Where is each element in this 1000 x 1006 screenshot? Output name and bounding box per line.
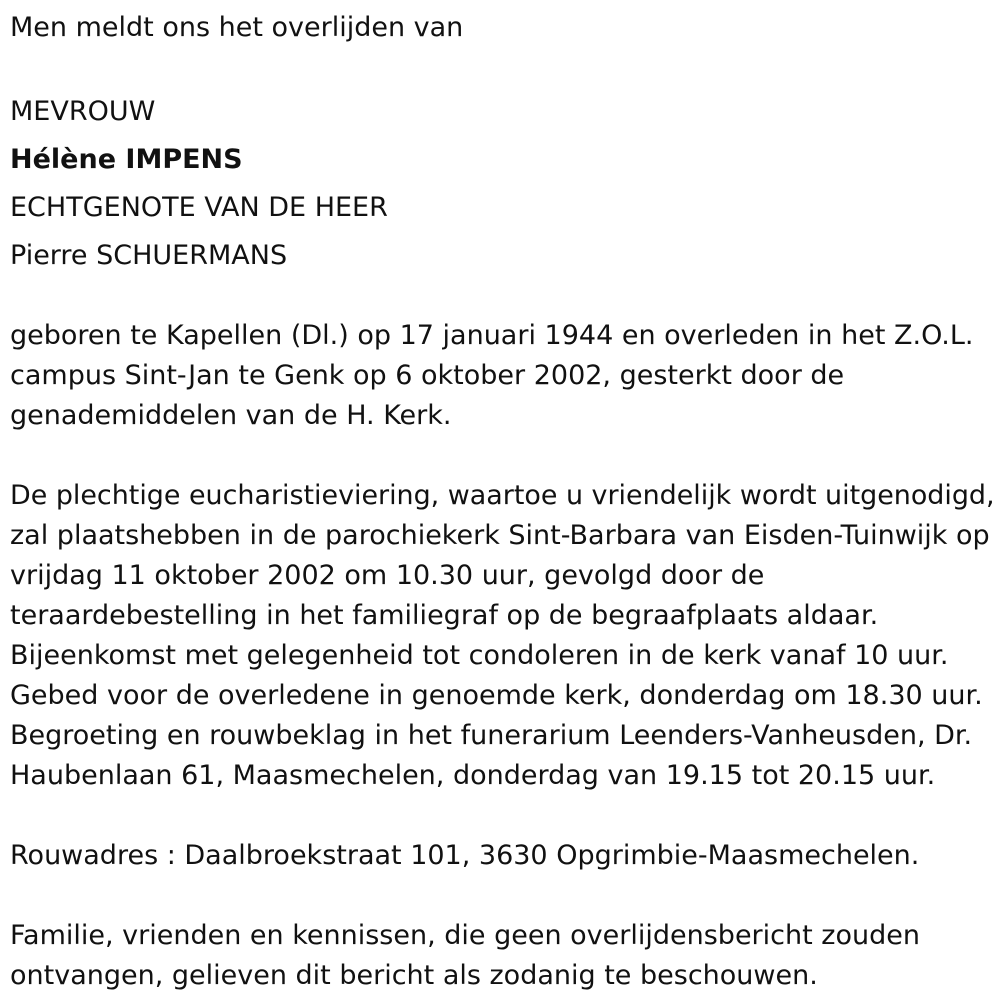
paragraph-line: Begroeting en rouwbeklag in het funerarium Leenders-Vanheusden, Dr. <box>10 720 973 751</box>
spacer <box>10 796 995 836</box>
obituary-notice <box>10 8 995 996</box>
spacer <box>10 436 995 476</box>
paragraph-line: Bijeenkomst met gelegenheid tot condoleren in de kerk vanaf 10 uur. <box>10 640 949 671</box>
paragraph-line: geboren te Kapellen (Dl.) op 17 januari 1944 en overleden in het Z.O.L. <box>10 320 974 351</box>
spouse-name: Pierre SCHUERMANS <box>10 240 288 271</box>
person-relation: ECHTGENOTE VAN DE HEER <box>10 192 388 223</box>
person-block <box>10 88 995 280</box>
spacer <box>10 48 995 88</box>
paragraph-line: zal plaatshebben in de parochiekerk Sint-Barbara van Eisden-Tuinwijk op <box>10 520 990 551</box>
paragraph-line: vrijdag 11 oktober 2002 om 10.30 uur, gevolgd door de <box>10 560 765 591</box>
paragraph-line: genademiddelen van de H. Kerk. <box>10 400 452 431</box>
person-title: MEVROUW <box>10 96 156 127</box>
paragraph-line: ontvangen, gelieven dit bericht als zodanig te beschouwen. <box>10 960 818 991</box>
paragraph-line: Haubenlaan 61, Maasmechelen, donderdag van 19.15 tot 20.15 uur. <box>10 760 936 791</box>
paragraph-line: Familie, vrienden en kennissen, die geen overlijdensbericht zouden <box>10 920 920 951</box>
ceremony-paragraph <box>10 476 995 796</box>
mourning-address: Rouwadres : Daalbroekstraat 101, 3630 Opgrimbie-Maasmechelen. <box>10 840 920 871</box>
spacer <box>10 280 995 316</box>
paragraph-line: De plechtige eucharistieviering, waartoe u vriendelijk wordt uitgenodigd, <box>10 480 995 511</box>
birth-death-paragraph <box>10 316 995 436</box>
spacer <box>10 876 995 916</box>
paragraph-line: teraardebestelling in het familiegraf op de begraafplaats aldaar. <box>10 600 879 631</box>
paragraph-line: Gebed voor de overledene in genoemde kerk, donderdag om 18.30 uur. <box>10 680 983 711</box>
paragraph-line: campus Sint-Jan te Genk op 6 oktober 2002, gesterkt door de <box>10 360 845 391</box>
intro-text: Men meldt ons het overlijden van <box>10 12 464 43</box>
closing-paragraph <box>10 916 995 996</box>
person-name: Hélène IMPENS <box>10 144 243 175</box>
